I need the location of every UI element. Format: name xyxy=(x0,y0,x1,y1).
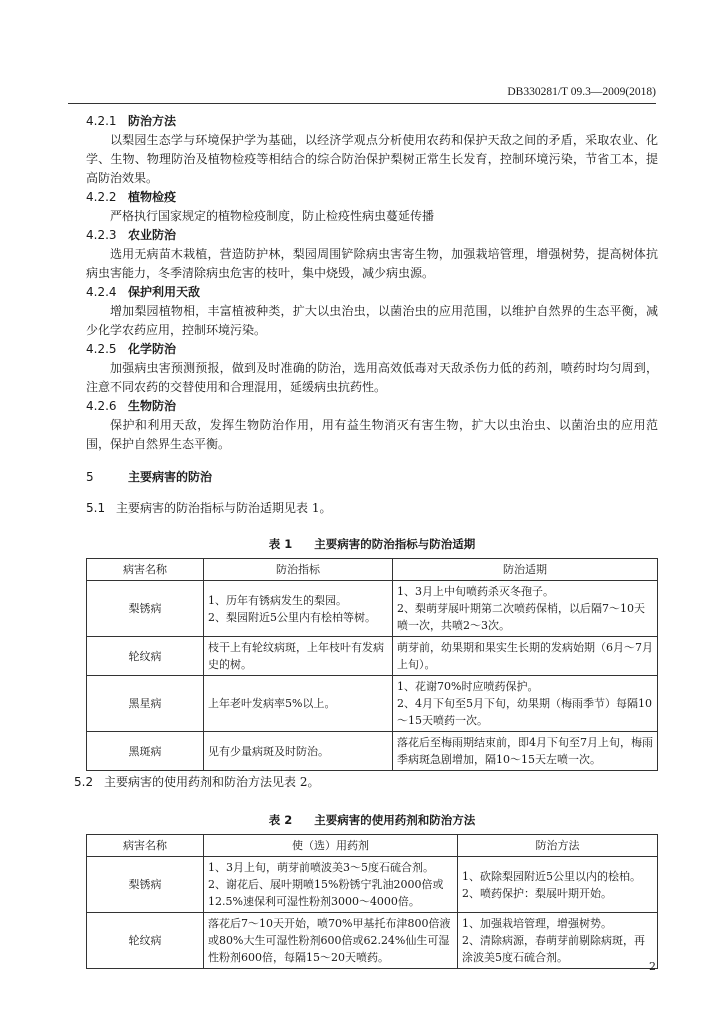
cell-line: 枝干上有轮纹病斑，上年枝叶有发病史的树。 xyxy=(208,641,384,671)
cell-line: 2、梨萌芽展叶期第二次喷药保梢，以后隔7～10天喷一次，共喷2～3次。 xyxy=(397,602,645,632)
disease-name-cell: 轮纹病 xyxy=(87,913,204,969)
header-cell: 防治指标 xyxy=(204,559,393,581)
table-header-row xyxy=(87,835,658,857)
section-number: 5.2 xyxy=(74,775,94,789)
cell-line: 1、花谢70%时应喷药保护。 xyxy=(397,680,539,693)
section-number: 5 xyxy=(86,470,94,484)
cell-line: 1、加强栽培管理，增强树势。 xyxy=(462,917,612,930)
section-title: 主要病害的防治 xyxy=(128,470,213,484)
index-cell xyxy=(204,732,393,771)
cell-line: 2、谢花后、展叶期喷15%粉锈宁乳油2000倍或12.5%速保利可湿性粉剂3000～4000倍。 xyxy=(208,878,444,908)
section-5-2 xyxy=(74,773,658,792)
period-cell xyxy=(393,732,658,771)
cell-line: 1、3月上中旬喷药杀灭冬孢子。 xyxy=(397,585,554,598)
cell-line: 萌芽前，幼果期和果实生长期的发病始期（6月～7月上旬）。 xyxy=(397,641,653,671)
cell-line: 见有少量病斑及时防治。 xyxy=(208,744,329,758)
header-rule xyxy=(68,103,656,104)
cell-line: 1、3月上旬，萌芽前喷波美3～5度石硫合剂。 xyxy=(208,861,434,874)
cell-line: 上年老叶发病率5%以上。 xyxy=(208,697,336,710)
index-cell xyxy=(204,581,393,637)
section-5-1 xyxy=(86,499,658,518)
table-row xyxy=(87,857,658,913)
subsection-number: 4.2.3 xyxy=(86,228,117,242)
subsection-heading xyxy=(86,226,658,245)
section-number: 5.1 xyxy=(86,501,106,515)
subsection-heading xyxy=(86,397,658,416)
paragraph: 加强病虫害预测预报，做到及时准确的防治，选用高效低毒对天敌杀伤力低的药剂，喷药时均匀周到，注意不同农药的交替使用和合理混用，延缓病虫抗药性。 xyxy=(86,361,658,394)
table-number: 表 2 xyxy=(268,813,293,827)
header-cell: 防治方法 xyxy=(458,835,658,857)
index-cell xyxy=(204,637,393,676)
header-cell: 病害名称 xyxy=(87,559,204,581)
paragraph: 保护和利用天敌，发挥生物防治作用，用有益生物消灭有害生物，扩大以虫治虫、以菌治虫的应用范围，保护自然界生态平衡。 xyxy=(86,418,658,451)
subsection-title: 农业防治 xyxy=(128,228,177,242)
table2 xyxy=(86,834,658,969)
paragraph: 以梨园生态学与环境保护学为基础，以经济学观点分析使用农药和保护天敌之间的矛盾，采取农业、化学、生物、物理防治及植物检疫等相结合的综合防治保护梨树正常生长发育，控制环境污染，节省工本，提高防治效果。 xyxy=(86,133,658,185)
header-cell: 防治适期 xyxy=(393,559,658,581)
period-cell xyxy=(393,676,658,732)
disease-name-cell: 梨锈病 xyxy=(87,857,204,913)
disease-name-cell: 梨锈病 xyxy=(87,581,204,637)
header-cell: 使（选）用药剂 xyxy=(204,835,458,857)
paragraph: 选用无病苗木栽植，营造防护林，梨园周围铲除病虫害寄生物，加强栽培管理，增强树势，提高树体抗病虫害能力，冬季清除病虫危害的枝叶，集中烧毁，减少病虫源。 xyxy=(86,247,658,280)
subsection-heading xyxy=(86,112,658,131)
cell-line: 2、清除病源，春萌芽前剔除病斑，再涂波美5度石硫合剂。 xyxy=(462,934,645,964)
agent-cell xyxy=(204,857,458,913)
page-number: 2 xyxy=(649,960,656,973)
header-cell: 病害名称 xyxy=(87,835,204,857)
disease-name-cell: 黑星病 xyxy=(87,676,204,732)
cell-line: 2、梨园附近5公里内有桧柏等树。 xyxy=(208,610,376,624)
subsection-number: 4.2.5 xyxy=(86,342,117,356)
cell-line: 1、历年有锈病发生的梨园。 xyxy=(208,593,347,607)
table-header-row xyxy=(87,559,658,581)
table-title: 主要病害的防治指标与防治适期 xyxy=(314,537,476,551)
subsection-heading xyxy=(86,188,658,207)
cell-line: 落花后至梅雨期结束前，即4月下旬至7月上旬，梅雨季病斑急剧增加，隔10～15天左喷一次。 xyxy=(397,736,653,766)
table-row xyxy=(87,676,658,732)
table-title: 主要病害的使用药剂和防治方法 xyxy=(314,813,476,827)
disease-name-cell: 黑斑病 xyxy=(87,732,204,771)
subsection-title: 保护利用天敌 xyxy=(128,285,201,299)
subsection-title: 生物防治 xyxy=(128,399,177,413)
subsection-number: 4.2.4 xyxy=(86,285,117,299)
table-row xyxy=(87,913,658,969)
cell-line: 落花后7～10天开始，喷70%甲基托布津800倍液或80%大生可湿性粉剂600倍或62.24%仙生可湿性粉剂600倍，每隔15～20天喷药。 xyxy=(208,917,451,964)
table1-caption xyxy=(86,536,658,552)
paragraph: 增加梨园植物相，丰富植被种类，扩大以虫治虫，以菌治虫的应用范围，以维护自然界的生态平衡，减少化学农药应用，控制环境污染。 xyxy=(86,304,658,337)
cell-line: 2、4月下旬至5月下旬，幼果期（梅雨季节）每隔10～15天喷药一次。 xyxy=(397,697,652,727)
subsection-title: 植物检疫 xyxy=(128,190,177,204)
period-cell xyxy=(393,637,658,676)
page-content xyxy=(74,112,658,969)
paragraph: 严格执行国家规定的植物检疫制度，防止检疫性病虫蔓延传播 xyxy=(110,209,435,223)
table-row xyxy=(87,637,658,676)
cell-line: 2、喷药保护：梨展叶期开始。 xyxy=(462,886,612,900)
subsection-number: 4.2.1 xyxy=(86,114,117,128)
section-4-2 xyxy=(86,112,658,454)
table-row xyxy=(87,732,658,771)
method-cell xyxy=(458,857,658,913)
method-cell xyxy=(458,913,658,969)
subsection-title: 化学防治 xyxy=(128,342,177,356)
cell-line: 1、砍除梨园附近5公里以内的桧柏。 xyxy=(462,869,641,883)
table-row xyxy=(87,581,658,637)
section-text: 主要病害的使用药剂和防治方法见表 2。 xyxy=(104,775,320,789)
subsection-heading xyxy=(86,340,658,359)
section-5-heading xyxy=(86,468,658,487)
table1 xyxy=(86,558,658,771)
subsection-number: 4.2.2 xyxy=(86,190,117,204)
subsection-heading xyxy=(86,283,658,302)
period-cell xyxy=(393,581,658,637)
table-number: 表 1 xyxy=(268,537,293,551)
subsection-title: 防治方法 xyxy=(128,114,177,128)
section-text: 主要病害的防治指标与防治适期见表 1。 xyxy=(116,501,332,515)
agent-cell xyxy=(204,913,458,969)
table2-caption xyxy=(86,812,658,828)
index-cell xyxy=(204,676,393,732)
subsection-number: 4.2.6 xyxy=(86,399,117,413)
document-id: DB330281/T 09.3—2009(2018) xyxy=(507,86,656,98)
disease-name-cell: 轮纹病 xyxy=(87,637,204,676)
